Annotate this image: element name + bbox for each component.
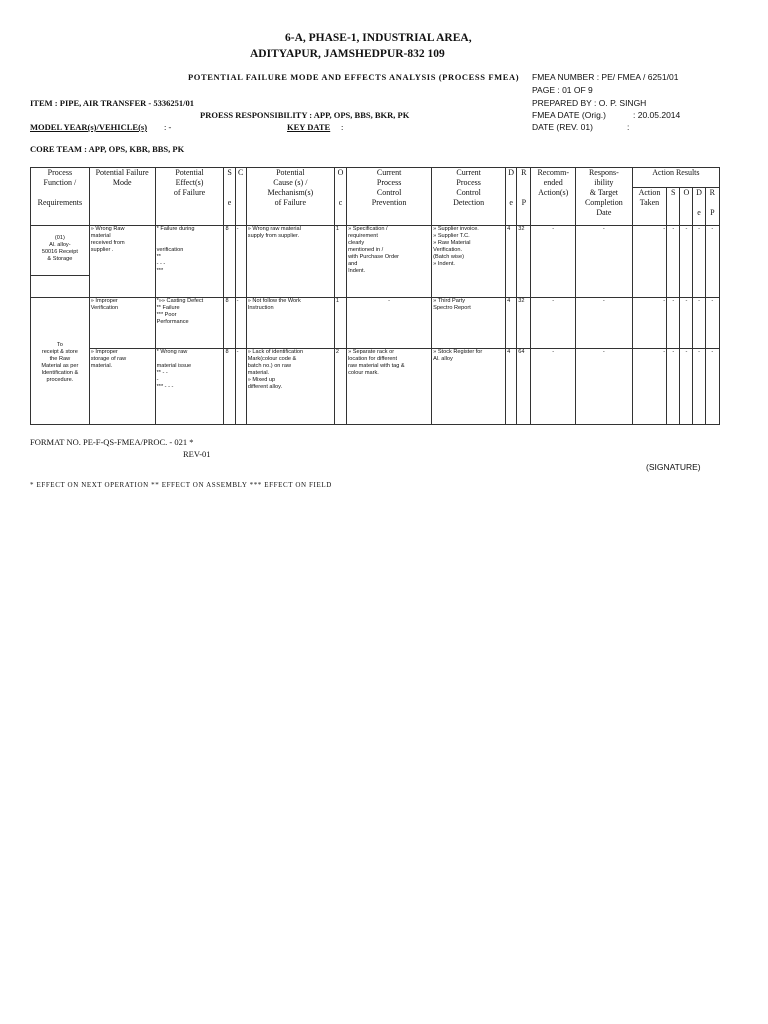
detection-cell: » Third Party Spectro Report xyxy=(432,298,506,349)
header-effects: Potential Effect(s) of Failure xyxy=(155,168,224,226)
process-responsibility: PROESS RESPONSIBILITY : APP, OPS, BBS, BKR, PK xyxy=(200,110,410,120)
company-address-line2: ADITYAPUR, JAMSHEDPUR-832 109 xyxy=(250,48,445,60)
format-number: FORMAT NO. PE-F-QS-FMEA/PROC. - 021 * xyxy=(30,437,194,447)
header-action-taken: Action Taken xyxy=(632,188,666,226)
failure-mode-cell: » Improper Verification xyxy=(89,298,155,349)
responsibility-cell: - xyxy=(576,226,633,298)
item-label: ITEM : PIPE, AIR TRANSFER - 5336251/01 xyxy=(30,98,194,108)
document-title: POTENTIAL FAILURE MODE AND EFFECTS ANALYSIS (PROCESS FMEA) xyxy=(188,72,520,82)
process-requirements: To receipt & store the Raw Material as per Identification & procedure. xyxy=(31,298,90,425)
ar-occurrence-cell: - xyxy=(680,298,693,349)
failure-mode-cell: » Improper storage of raw material. xyxy=(89,349,155,425)
prevention-cell: - xyxy=(347,298,432,349)
severity-cell: 8 xyxy=(224,226,235,298)
company-address-line1: 6-A, PHASE-1, INDUSTRIAL AREA, xyxy=(285,32,472,44)
ar-detection-cell: - xyxy=(693,298,705,349)
page-number: PAGE : 01 OF 9 xyxy=(532,85,593,95)
responsibility-cell: - xyxy=(576,349,633,425)
ar-rpn-cell: - xyxy=(705,298,719,349)
table-row xyxy=(31,298,720,349)
occurrence-cell: 2 xyxy=(334,349,346,425)
signature-label: (SIGNATURE) xyxy=(646,462,701,472)
table-row xyxy=(31,349,720,425)
prevention-cell: » Separate rack or location for different raw material with tag & colour mark. xyxy=(347,349,432,425)
ar-occurrence-cell: - xyxy=(680,226,693,298)
fmea-number: FMEA NUMBER : PE/ FMEA / 6251/01 xyxy=(532,72,679,82)
ar-occurrence-cell: - xyxy=(680,349,693,425)
rpn-cell: 32 xyxy=(517,298,531,349)
effect-cell: * Wrong raw material issue ** - - - *** - - - xyxy=(155,349,224,425)
prevention-cell: » Specification / requirement clearly mentioned in / with Purchase Order and Indent. xyxy=(347,226,432,298)
process-cell-top xyxy=(31,226,90,298)
severity-cell: 8 xyxy=(224,349,235,425)
key-date-label: KEY DATE xyxy=(287,122,331,132)
header-severity: S e xyxy=(224,168,235,226)
occurrence-cell: 1 xyxy=(334,226,346,298)
recommended-action-cell: - xyxy=(531,298,576,349)
model-year-value: : - xyxy=(164,122,172,132)
effect-cell: * Failure during verification ** - - - *** xyxy=(155,226,224,298)
header-causes: Potential Cause (s) / Mechanism(s) of Failure xyxy=(246,168,334,226)
table-row xyxy=(31,226,720,298)
header-detection-rating: D e xyxy=(506,168,517,226)
header-detection: Current Process Control Detection xyxy=(432,168,506,226)
detection-rating-cell: 4 xyxy=(506,298,517,349)
header-process-function: Process Function / Requirements xyxy=(31,168,90,226)
detection-rating-cell: 4 xyxy=(506,226,517,298)
key-date-value: : xyxy=(341,122,344,132)
action-taken-cell: - xyxy=(632,298,666,349)
header-prevention: Current Process Control Prevention xyxy=(347,168,432,226)
ar-severity-cell: - xyxy=(667,226,680,298)
failure-mode-cell: » Wrong Raw material received from supplier . xyxy=(89,226,155,298)
header-ar-severity: S xyxy=(667,188,680,226)
ar-detection-cell: - xyxy=(693,349,705,425)
class-cell: - xyxy=(235,298,246,349)
header-ar-occurrence: O xyxy=(680,188,693,226)
recommended-action-cell: - xyxy=(531,349,576,425)
revision: REV-01 xyxy=(183,449,211,459)
class-cell: - xyxy=(235,226,246,298)
header-failure-mode: Potential Failure Mode xyxy=(89,168,155,226)
cause-cell: » Lack of identification Mark(colour code & batch no.) on raw material. » Mixed up different alloy. xyxy=(246,349,334,425)
header-ar-detection: D e xyxy=(693,188,705,226)
ar-severity-cell: - xyxy=(667,349,680,425)
effect-footnote: * EFFECT ON NEXT OPERATION ** EFFECT ON ASSEMBLY *** EFFECT ON FIELD xyxy=(30,481,332,489)
fmea-table xyxy=(30,167,720,425)
detection-rating-cell: 4 xyxy=(506,349,517,425)
core-team: CORE TEAM : APP, OPS, KBR, BBS, PK xyxy=(30,144,185,154)
class-cell: - xyxy=(235,349,246,425)
fmea-date-value: : 20.05.2014 xyxy=(633,110,681,120)
header-ar-rpn: R P xyxy=(705,188,719,226)
header-class: C xyxy=(235,168,246,226)
ar-detection-cell: - xyxy=(693,226,705,298)
table-header-row xyxy=(31,168,720,188)
detection-cell: » Supplier invoice. » Supplier T.C. » Raw Material Verification. (Batch wise) » Indent. xyxy=(432,226,506,298)
responsibility-cell: - xyxy=(576,298,633,349)
ar-rpn-cell: - xyxy=(705,349,719,425)
date-rev-label: DATE (REV. 01) xyxy=(532,122,593,132)
header-action-results: Action Results xyxy=(632,168,719,188)
header-rpn: R P xyxy=(517,168,531,226)
rpn-cell: 64 xyxy=(517,349,531,425)
prepared-by: PREPARED BY : O. P. SINGH xyxy=(532,98,647,108)
cause-cell: » Wrong raw material supply from supplier. xyxy=(246,226,334,298)
model-year-label: MODEL YEAR(s)/VEHICLE(s) xyxy=(30,122,148,132)
fmea-date-label: FMEA DATE (Orig.) xyxy=(532,110,606,120)
header-recommended-actions: Recomm- ended Action(s) xyxy=(531,168,576,226)
action-taken-cell: - xyxy=(632,349,666,425)
date-rev-value: : xyxy=(627,122,630,132)
action-taken-cell: - xyxy=(632,226,666,298)
header-occurrence: O c xyxy=(334,168,346,226)
process-step: (01) Al. alloy- 50016 Receipt & Storage xyxy=(31,233,89,276)
effect-cell: *»» Casting Defect ** Failure *** Poor Performance xyxy=(155,298,224,349)
occurrence-cell: 1 xyxy=(334,298,346,349)
ar-rpn-cell: - xyxy=(705,226,719,298)
cause-cell: » Not follow the Work Instruction xyxy=(246,298,334,349)
recommended-action-cell: - xyxy=(531,226,576,298)
detection-cell: » Stock Register for Al. alloy xyxy=(432,349,506,425)
rpn-cell: 32 xyxy=(517,226,531,298)
ar-severity-cell: - xyxy=(667,298,680,349)
severity-cell: 8 xyxy=(224,298,235,349)
header-responsibility: Respons- ibility & Target Completion Date xyxy=(576,168,633,226)
